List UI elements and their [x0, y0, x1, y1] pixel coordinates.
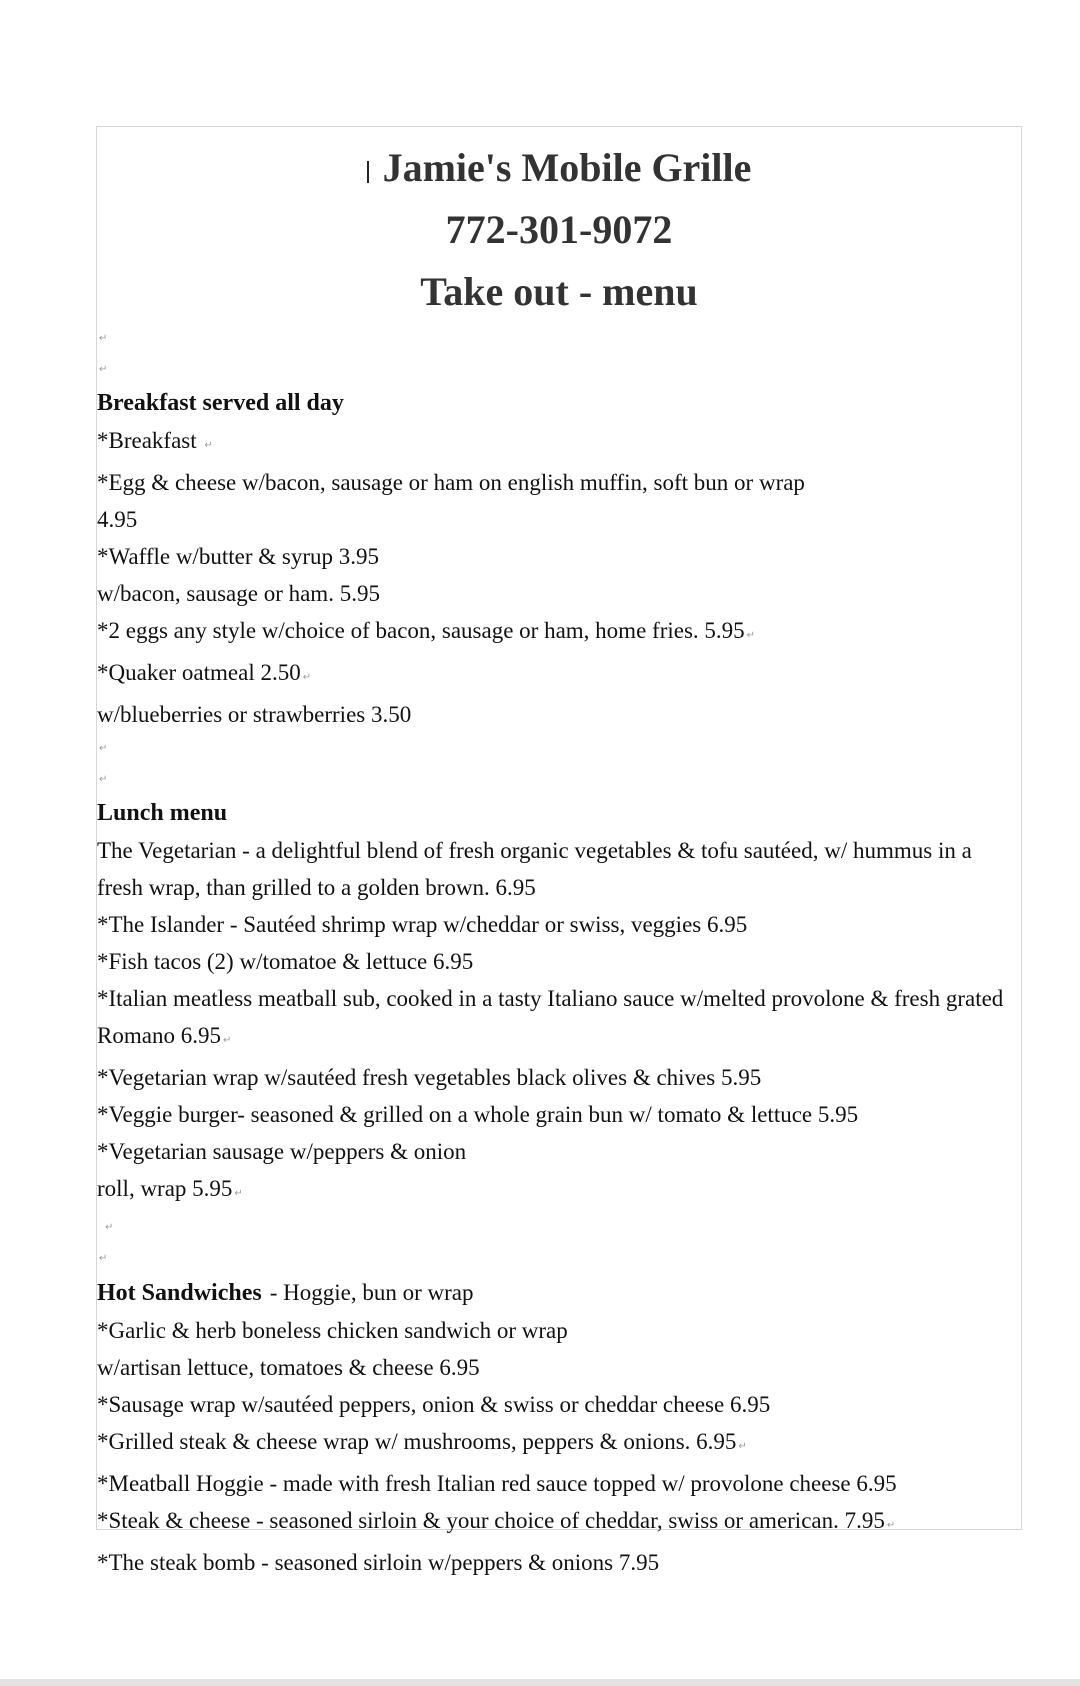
document-page	[96, 126, 1022, 1575]
paragraph-mark-icon: ↵	[886, 1520, 896, 1531]
menu-line: *Egg & cheese w/bacon, sausage or ham on english muffin, soft bun or wrap	[97, 470, 805, 495]
menu-title: Take out - menu	[420, 269, 698, 314]
menu-line: *Italian meatless meatball sub, cooked in a tasty Italiano sauce w/melted provolone & fresh grated Romano 6.95 ↵	[97, 986, 1004, 1048]
blank-paragraph	[97, 733, 1023, 764]
blank-paragraph	[97, 323, 1023, 354]
paragraph-mark-icon: ↵	[222, 1035, 232, 1046]
menu-line: *2 eggs any style w/choice of bacon, sausage or ham, home fries. 5.95 ↵	[97, 618, 756, 643]
menu-line: *Steak & cheese - seasoned sirloin & your choice of cheddar, swiss or american. 7.95 ↵	[97, 1508, 896, 1533]
phone-number: 772-301-9072	[445, 207, 673, 252]
paragraph-mark-icon: ↵	[204, 440, 213, 451]
menu-line: *Grilled steak & cheese wrap w/ mushrooms, peppers & onions. 6.95 ↵	[97, 1429, 747, 1454]
menu-line: *Vegetarian wrap w/sautéed fresh vegetables black olives & chives 5.95	[97, 1065, 762, 1090]
breakfast-heading: Breakfast served all day	[97, 390, 344, 416]
menu-line: *Veggie burger- seasoned & grilled on a whole grain bun w/ tomato & lettuce 5.95	[97, 1102, 859, 1127]
paragraph-mark-icon: ↵	[746, 630, 756, 641]
menu-line: *Fish tacos (2) w/tomatoe & lettuce 6.95	[97, 949, 474, 974]
paragraph-mark-icon: ↵	[99, 333, 108, 344]
menu-line: *Quaker oatmeal 2.50 ↵	[97, 660, 312, 685]
menu-line: *Vegetarian sausage w/peppers & onion	[97, 1139, 467, 1164]
blank-paragraph	[97, 1212, 1023, 1243]
menu-line: w/blueberries or strawberries 3.50	[97, 702, 412, 727]
menu-line: *Garlic & herb boneless chicken sandwich or wrap	[97, 1318, 568, 1343]
menu-content	[97, 323, 1023, 1581]
lunch-heading: Lunch menu	[97, 800, 228, 826]
menu-line: w/artisan lettuce, tomatoes & cheese 6.95	[97, 1355, 480, 1380]
viewer-bottom-bar	[0, 1679, 1080, 1686]
business-name-line	[97, 137, 1021, 199]
paragraph-mark-icon: ↵	[302, 672, 312, 683]
text-cursor	[367, 161, 369, 183]
paragraph-mark-icon: ↵	[99, 1253, 108, 1264]
menu-line: *Sausage wrap w/sautéed peppers, onion & swiss or cheddar cheese 6.95	[97, 1392, 771, 1417]
menu-line: *Breakfast ↵	[97, 428, 213, 453]
paragraph-mark-icon: ↵	[738, 1441, 747, 1452]
menu-line: The Vegetarian - a delightful blend of fresh organic vegetables & tofu sautéed, w/ hummus in a fresh wrap, than grilled to a golden brown. 6.95	[97, 838, 972, 900]
menu-line: 4.95	[97, 507, 138, 532]
paragraph-mark-icon: ↵	[105, 1222, 114, 1233]
paragraph-mark-icon: ↵	[99, 774, 108, 785]
blank-paragraph	[97, 354, 1023, 385]
menu-line: *Waffle w/butter & syrup 3.95	[97, 544, 379, 569]
menu-line: *Meatball Hoggie - made with fresh Italian red sauce topped w/ provolone cheese 6.95	[97, 1471, 897, 1496]
paragraph-mark-icon: ↵	[99, 364, 108, 375]
hot-sandwiches-heading: Hot Sandwiches - Hoggie, bun or wrap	[97, 1280, 474, 1306]
hot-sandwiches-subtitle: - Hoggie, bun or wrap	[269, 1280, 474, 1305]
menu-line: roll, wrap 5.95 ↵	[97, 1176, 243, 1201]
blank-paragraph	[97, 1243, 1023, 1274]
paragraph-mark-icon: ↵	[234, 1188, 243, 1199]
blank-paragraph	[97, 764, 1023, 795]
menu-line: w/bacon, sausage or ham. 5.95	[97, 581, 380, 606]
menu-header	[97, 137, 1021, 323]
menu-line: *The Islander - Sautéed shrimp wrap w/cheddar or swiss, veggies 6.95	[97, 912, 748, 937]
business-name: Jamie's Mobile Grille	[382, 145, 752, 190]
paragraph-mark-icon: ↵	[99, 743, 108, 754]
menu-line: *The steak bomb - seasoned sirloin w/peppers & onions 7.95	[97, 1550, 660, 1575]
